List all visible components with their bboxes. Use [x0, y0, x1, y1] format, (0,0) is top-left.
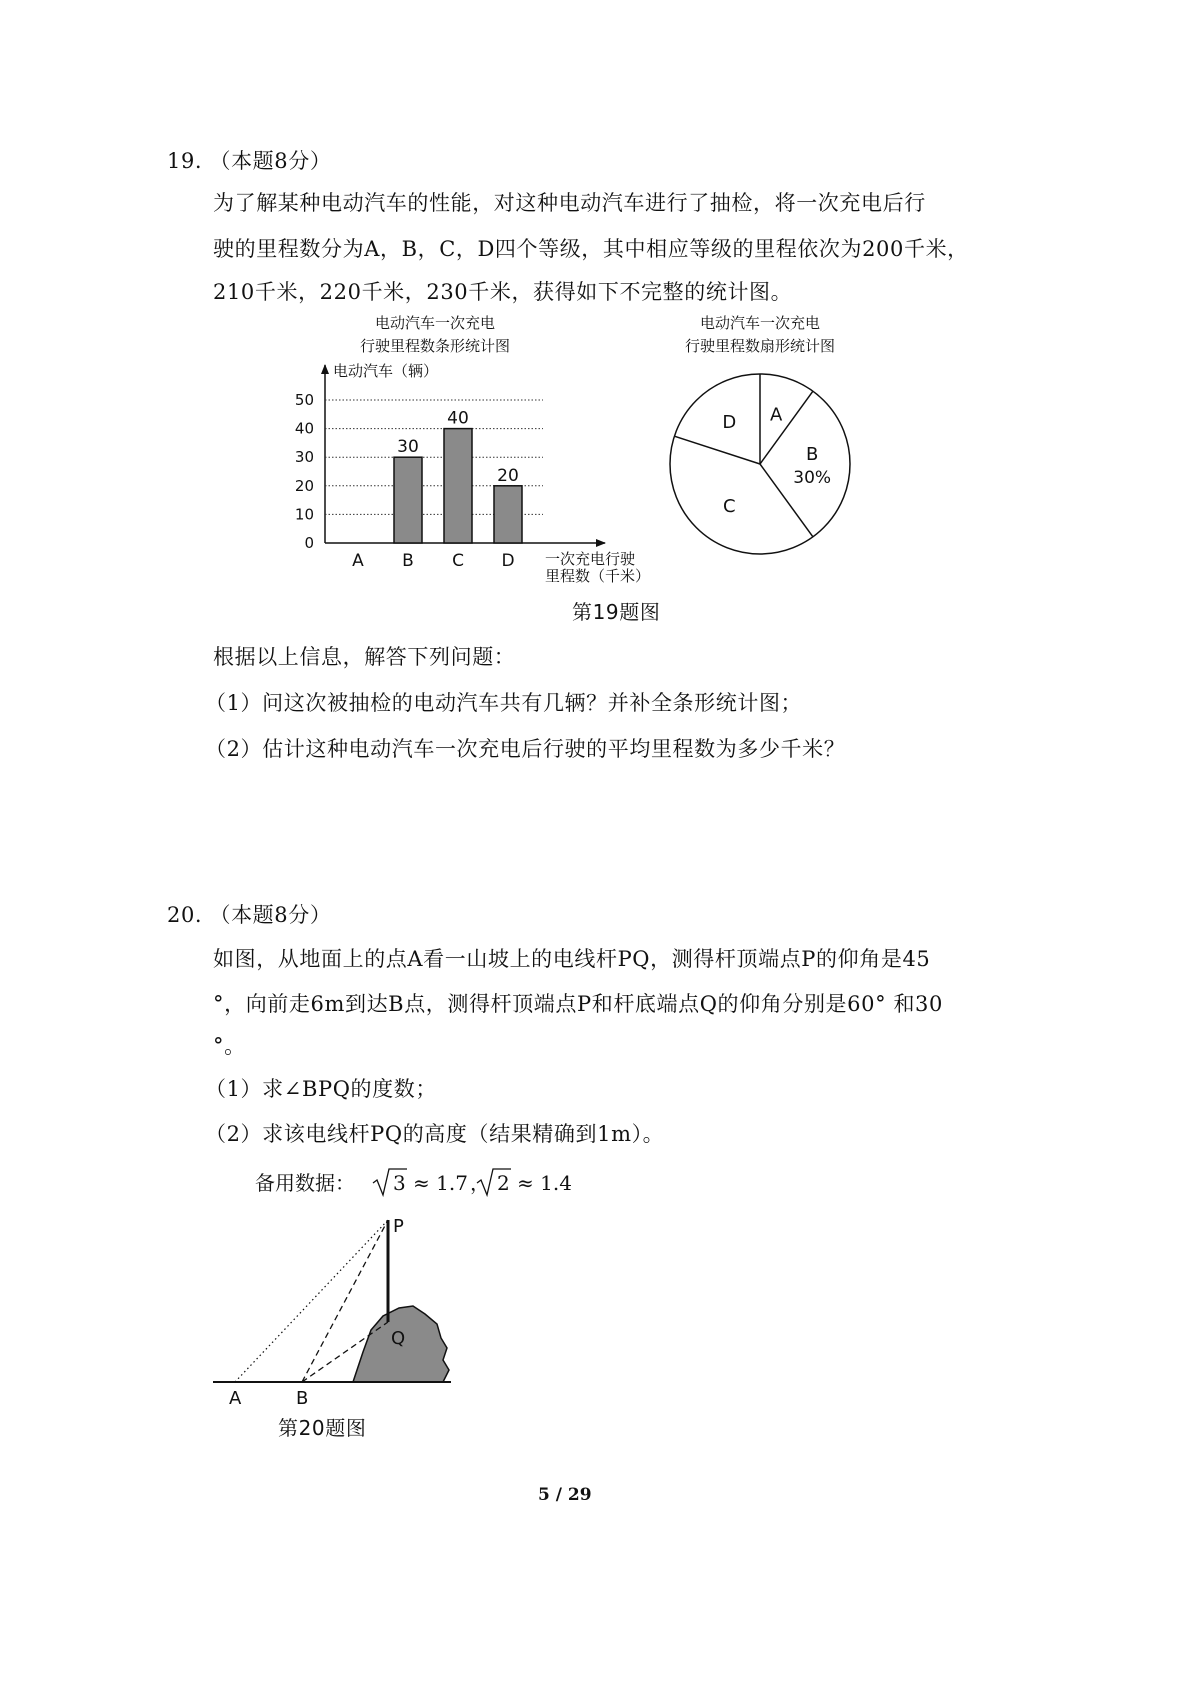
- q19-figure-caption: 第19题图: [572, 600, 661, 624]
- x-tick-label: A: [352, 551, 364, 571]
- pie-slice-label: B: [806, 444, 819, 465]
- y-tick-label: 20: [294, 476, 314, 495]
- sqrt3-radicand: 3: [393, 1171, 406, 1195]
- bar-value-label: 20: [497, 465, 519, 486]
- pie-chart: [655, 310, 875, 560]
- bar-chart-xlabel-line1: 一次充电行驶: [545, 550, 636, 568]
- pie-slice-percent: 30%: [793, 468, 832, 488]
- bar-chart-ylabel: 电动汽车（辆）: [333, 362, 439, 380]
- point-p-label: P: [393, 1216, 404, 1237]
- q19-after-text: 根据以上信息，解答下列问题：: [213, 645, 516, 669]
- y-tick-label: 10: [294, 505, 314, 524]
- q19-question-1: （1）问这次被抽检的电动汽车共有几辆？并补全条形统计图；: [205, 691, 803, 715]
- bar-chart-title: 电动汽车一次充电: [374, 314, 496, 332]
- sqrt2-radicand: 2: [497, 1171, 510, 1195]
- pie-slice-boundary: [760, 391, 813, 464]
- x-tick-label: C: [452, 551, 464, 571]
- point-q-label: Q: [391, 1328, 406, 1349]
- q20-header: 20. （本题8分）: [167, 903, 332, 927]
- q20-question-2: （2）求该电线杆PQ的高度（结果精确到1m）。: [205, 1122, 665, 1146]
- point-b-label: B: [296, 1388, 309, 1409]
- point-a-label: A: [229, 1388, 242, 1409]
- bar: [444, 429, 472, 543]
- bar-chart-subtitle: 行驶里程数条形统计图: [359, 337, 511, 355]
- q19-question-2: （2）估计这种电动汽车一次充电后行驶的平均里程数为多少千米？: [205, 737, 846, 761]
- reserve-data: [255, 1163, 615, 1203]
- bar-chart-xlabel-line2: 里程数（千米）: [545, 567, 651, 585]
- sqrt3-approx: ≈ 1.7: [413, 1171, 468, 1195]
- q20-text-line-2: °，向前走6m到达B点，测得杆顶端点P和杆底端点Q的仰角分别是60° 和30: [213, 992, 943, 1016]
- q19-text-line-3: 210千米，220千米，230千米，获得如下不完整的统计图。: [213, 280, 793, 304]
- pie-slice-label: D: [722, 411, 737, 433]
- bar-value-label: 40: [447, 408, 469, 429]
- x-tick-label: B: [402, 551, 414, 571]
- y-axis-arrow: [321, 364, 329, 374]
- slope-pole-figure: [205, 1210, 505, 1420]
- y-tick-label: 0: [304, 534, 314, 552]
- bar-chart: [290, 310, 670, 585]
- y-tick-label: 30: [294, 448, 314, 467]
- reserve-label: 备用数据：: [255, 1171, 355, 1195]
- separator: ，: [470, 1171, 490, 1195]
- pie-slice-boundary: [674, 436, 760, 464]
- y-tick-label: 40: [294, 419, 314, 438]
- q20-text-line-3: °。: [213, 1034, 246, 1058]
- pie-chart-title: 电动汽车一次充电: [699, 314, 821, 332]
- bar-value-label: 30: [397, 437, 419, 458]
- q20-text-line-1: 如图，从地面上的点A看一山坡上的电线杆PQ，测得杆顶端点P的仰角是45: [213, 947, 931, 971]
- y-tick-label: 50: [294, 391, 314, 409]
- pie-slice-label: A: [769, 404, 783, 426]
- pie-slice-label: C: [723, 496, 736, 518]
- bar: [394, 457, 422, 543]
- bar: [494, 486, 522, 543]
- q20-figure-caption: 第20题图: [278, 1416, 367, 1440]
- q19-text-line-2: 驶的里程数分为A，B，C，D四个等级，其中相应等级的里程依次为200千米，: [213, 237, 969, 261]
- page-number: 5 / 29: [538, 1485, 592, 1505]
- q19-header: 19. （本题8分）: [167, 149, 332, 173]
- q20-question-1: （1）求∠BPQ的度数；: [205, 1077, 437, 1101]
- pie-chart-subtitle: 行驶里程数扇形统计图: [684, 337, 836, 355]
- x-axis-arrow: [596, 539, 606, 547]
- q19-text-line-1: 为了解某种电动汽车的性能，对这种电动汽车进行了抽检，将一次充电后行: [213, 191, 926, 215]
- sqrt2-approx: ≈ 1.4: [517, 1171, 572, 1195]
- x-tick-label: D: [501, 551, 515, 571]
